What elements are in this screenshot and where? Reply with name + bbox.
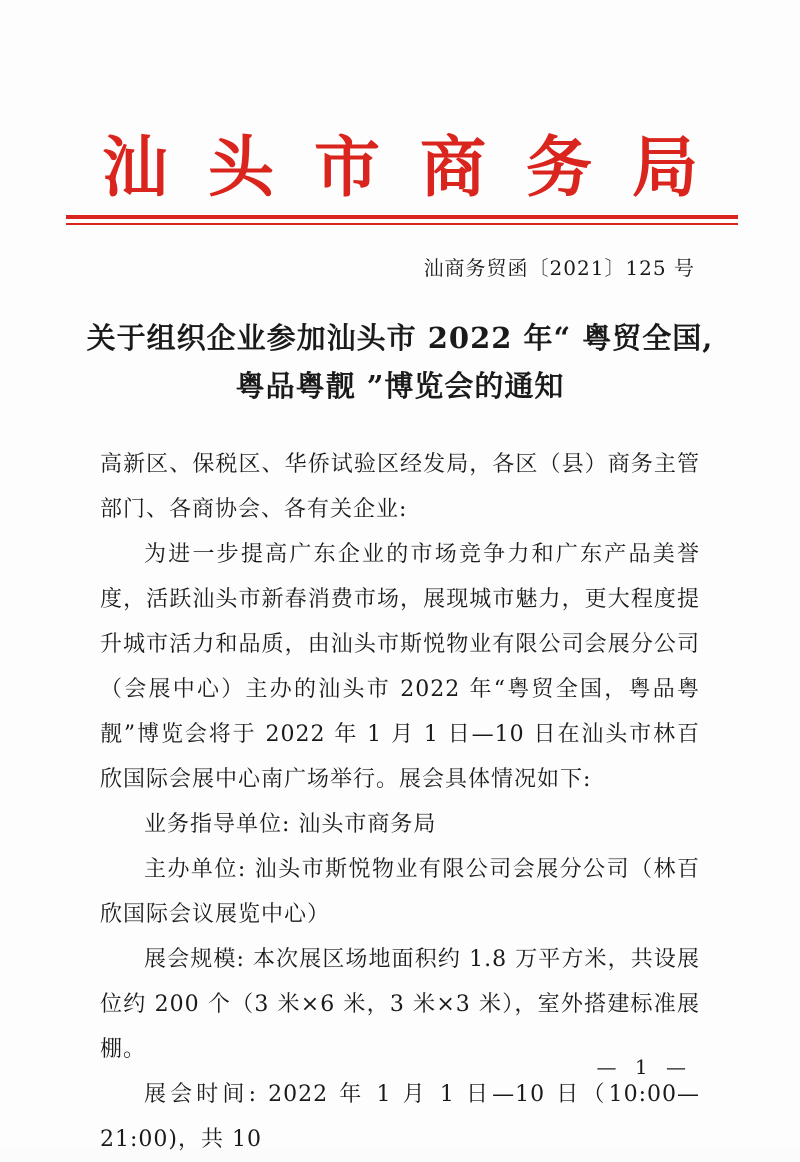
organizer-paragraph: 主办单位: 汕头市斯悦物业有限公司会展分公司（林百欣国际会议展览中心） (100, 857, 700, 927)
recipients-paragraph: 高新区、保税区、华侨试验区经发局，各区（县）商务主管部门、各商协会、各有关企业: (100, 452, 700, 522)
guidance-unit-paragraph: 业务指导单位: 汕头市商务局 (144, 812, 437, 837)
scale-paragraph: 展会规模: 本次展区场地面积约 1.8 万平方米，共设展位约 200 个（3 米×6 米，3 米×3 米），室外搭建标准展棚。 (100, 947, 700, 1062)
notice-title-line-1: 关于组织企业参加汕头市 2022 年“ 粤贸全国, (86, 321, 714, 355)
agency-header-title: 汕头市商务局 (102, 128, 738, 206)
red-divider-thick (66, 215, 738, 219)
intro-paragraph: 为进一步提高广东企业的市场竞争力和广东产品美誉度，活跃汕头市新春消费市场，展现城市魅力，更大程度提升城市活力和品质，由汕头市斯悦物业有限公司会展分公司（会展中心）主办的汕头市 2022 年“粤贸全国，粤品粤靓”博览会将于 2022 年 1 月 1 日—10 日在汕头市林百欣国际会展中心南广场举行。展会具体情况如下: (100, 542, 700, 792)
notice-title-line-2: 粤品粤靓 ”博览会的通知 (235, 369, 565, 403)
page-number: — 1 — (596, 1055, 692, 1079)
notice-title (60, 314, 740, 410)
red-divider-thin (66, 223, 738, 225)
document-number: 汕商务贸函〔2021〕125 号 (423, 256, 695, 280)
time-paragraph: 展会时间: 2022 年 1 月 1 日—10 日（10:00—21:00)，共 10 (100, 1082, 700, 1152)
